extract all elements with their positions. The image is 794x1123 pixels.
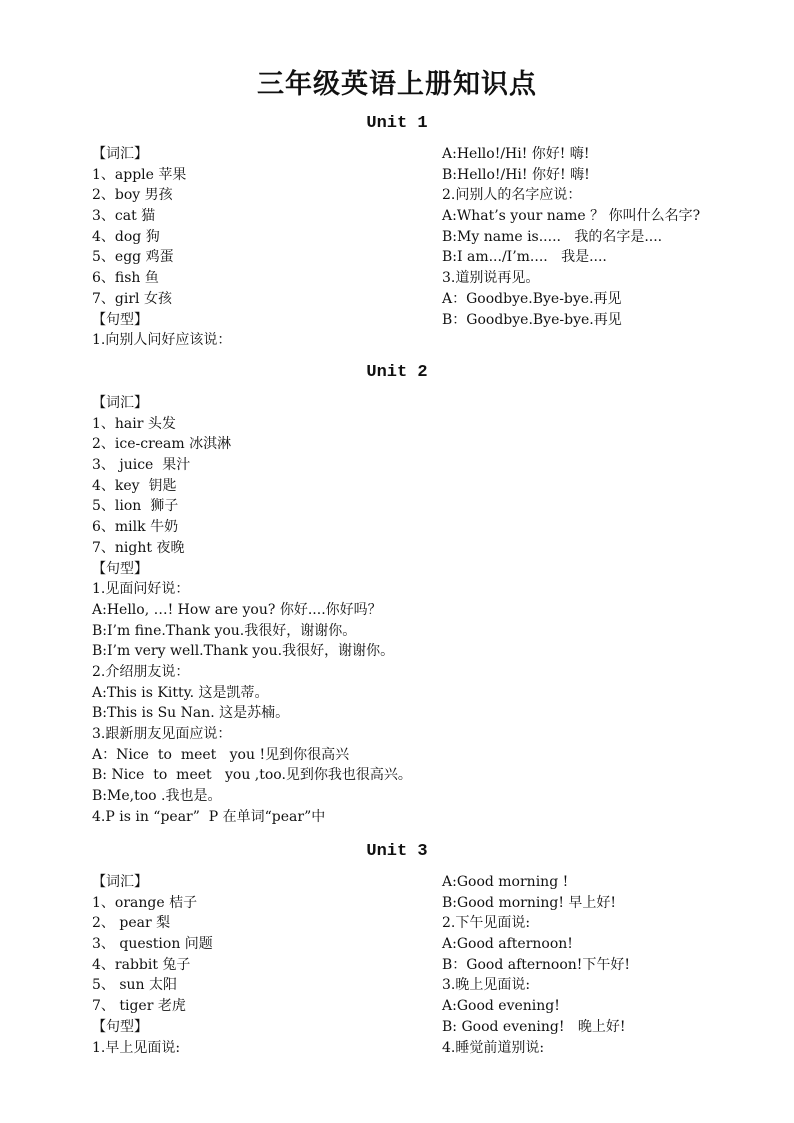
text-line: 6、milk 牛奶 bbox=[92, 519, 179, 536]
text-line: 2、ice-cream 冰淇淋 bbox=[92, 436, 232, 453]
text-line: B：Goodbye.Bye-bye.再见 bbox=[442, 311, 622, 328]
text-line: B:This is Su Nan. 这是苏楠。 bbox=[92, 705, 290, 722]
text-line: 4、dog 狗 bbox=[92, 228, 160, 245]
text-line: 5、egg 鸡蛋 bbox=[92, 249, 174, 266]
text-line: 5、 sun 太阳 bbox=[92, 977, 178, 994]
text-line: 3.道别说再见。 bbox=[442, 270, 540, 287]
text-line: B:I’m fine.Thank you.我很好，谢谢你。 bbox=[92, 622, 357, 639]
text-line: 1、hair 头发 bbox=[92, 415, 176, 432]
text-line: A:Good afternoon! bbox=[442, 936, 573, 953]
text-line: A：Goodbye.Bye-bye.再见 bbox=[442, 290, 622, 307]
text-line: 【句型】 bbox=[92, 560, 148, 577]
text-line: 4.P is in “pear” P 在单词“pear”中 bbox=[92, 808, 326, 825]
text-line: A:What’s your name ？ 你叫什么名字? bbox=[442, 208, 701, 225]
text-line: 3、cat 猫 bbox=[92, 208, 156, 225]
text-line: 1.见面问好说： bbox=[92, 581, 190, 598]
text-line: A:Hello!/Hi! 你好! 嗨! bbox=[442, 146, 590, 162]
text-line: B: Good evening! 晚上好! bbox=[442, 1018, 626, 1035]
text-line: 3、 question 问题 bbox=[92, 936, 213, 953]
text-line: 2、boy 男孩 bbox=[92, 187, 173, 204]
text-line: 2、 pear 梨 bbox=[92, 915, 171, 932]
text-line: A:Good morning ! bbox=[442, 874, 569, 890]
text-line: 2.问别人的名字应说： bbox=[442, 187, 582, 204]
unit-1-left-column bbox=[92, 144, 231, 351]
text-line: B:Hello!/Hi! 你好! 嗨! bbox=[442, 166, 590, 183]
text-line: A:Good evening! bbox=[442, 998, 560, 1015]
text-line: B:Me,too .我也是。 bbox=[92, 788, 222, 805]
text-line: 5、lion 狮子 bbox=[92, 498, 179, 515]
page-title: 三年级英语上册知识点 bbox=[257, 69, 537, 100]
text-line: 3.跟新朋友见面应说： bbox=[92, 726, 232, 742]
text-line: 1、apple 苹果 bbox=[92, 166, 187, 183]
text-line: 3、 juice 果汁 bbox=[92, 457, 191, 474]
unit-3-right-column bbox=[442, 872, 630, 1058]
text-line: 7、 tiger 老虎 bbox=[92, 998, 186, 1015]
text-line: 【词汇】 bbox=[92, 874, 148, 890]
text-line: 7、girl 女孩 bbox=[92, 290, 172, 307]
text-line: 6、fish 鱼 bbox=[92, 270, 159, 287]
text-line: B: Nice to meet you ,too.见到你我也很高兴。 bbox=[92, 767, 412, 784]
text-line: 4.睡觉前道别说: bbox=[442, 1039, 545, 1056]
text-line: A：Nice to meet you !见到你很高兴 bbox=[92, 746, 350, 763]
text-line: 1、orange 桔子 bbox=[92, 894, 198, 911]
unit-3-heading: Unit 3 bbox=[366, 842, 428, 861]
text-line: 【词汇】 bbox=[92, 395, 148, 411]
text-line: 2.下午见面说: bbox=[442, 915, 531, 932]
text-line: 7、night 夜晚 bbox=[92, 539, 185, 556]
unit-3-left-column bbox=[92, 872, 213, 1058]
text-line: 【词汇】 bbox=[92, 146, 148, 162]
unit-2-heading: Unit 2 bbox=[366, 363, 428, 382]
text-line: B：Good afternoon!下午好! bbox=[442, 956, 631, 973]
text-line: 1.早上见面说: bbox=[92, 1039, 181, 1056]
unit-2-column bbox=[92, 393, 412, 827]
text-line: 4、rabbit 兔子 bbox=[92, 956, 191, 973]
text-line: 4、key 钥匙 bbox=[92, 477, 177, 494]
text-line: 【句型】 bbox=[92, 311, 148, 328]
text-line: A:Hello, …! How are you? 你好....你好吗？ bbox=[92, 601, 382, 618]
text-line: 2.介绍朋友说： bbox=[92, 663, 190, 680]
unit-1-heading: Unit 1 bbox=[366, 114, 428, 133]
text-line: B:My name is..... 我的名字是.... bbox=[442, 228, 663, 245]
text-line: A:This is Kitty. 这是凯蒂。 bbox=[92, 684, 269, 701]
text-line: B:I am.../I’m.... 我是.... bbox=[442, 249, 607, 266]
text-line: B:Good morning! 早上好! bbox=[442, 894, 617, 911]
text-line: B:I’m very well.Thank you.我很好，谢谢你。 bbox=[92, 643, 395, 660]
unit-1-right-column bbox=[442, 144, 700, 330]
text-line: 【句型】 bbox=[92, 1018, 148, 1035]
text-line: 3.晚上见面说: bbox=[442, 977, 531, 994]
text-line: 1.向别人问好应该说： bbox=[92, 332, 232, 349]
